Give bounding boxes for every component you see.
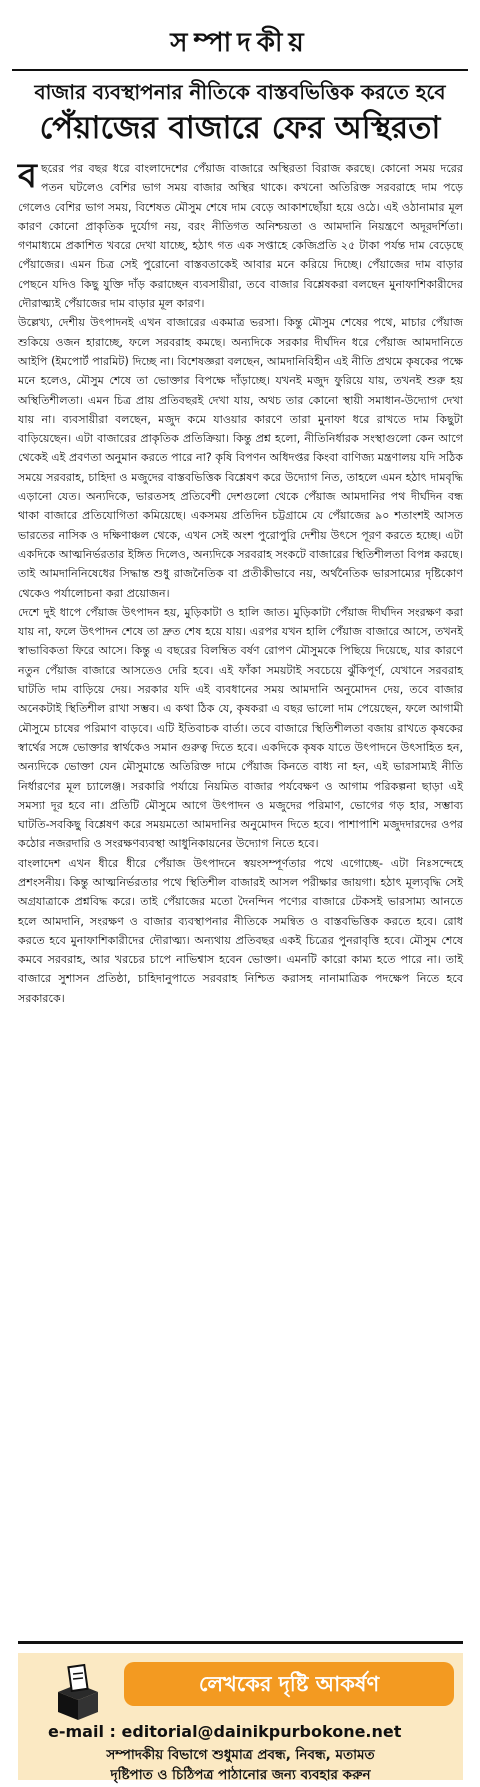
editorial-email[interactable]: e-mail : editorial@dainikpurbokone.net <box>48 1722 402 1741</box>
bottom-divider <box>18 1641 463 1644</box>
drop-cap: ব <box>18 156 37 196</box>
paragraph-3: দেশে দুই ধাপে পেঁয়াজ উৎপাদন হয়, মুড়িকাটা ও হালি জাত। মুড়িকাটা পেঁয়াজ দীর্ঘদিন সংরক্ষণ করা যায় না, ফলে উৎপাদন শেষে তা দ্রুত শেষ হয়ে যায়। এরপর যখন হালি পেঁয়াজ বাজারে আসে, তখনই স্বাভাবিকতা ফিরে আসে। কিন্তু এ বছরের বিলম্বিত বর্ষণ রোপণ মৌসুমকে পিছিয়ে দিয়েছে, যার কারণে নতুন পেঁয়াজ বাজারে আসতেও দেরি হবে। এই ফাঁকা সময়টাই সবচেয়ে ঝুঁকিপূর্ণ, যেখানে সরবরাহ ঘাটতি দাম বাড়িয়ে দেয়। সরকার যদি এই ব্যবধানের সময় আমদানি অনুমোদন দেয়, তবে বাজার অনেকটাই স্থিতিশীল রাখা সম্ভব। এ কথা ঠিক যে, কৃষকরা এ বছর ভালো দাম পেয়েছেন, ফলে আগামী মৌসুমে চাষের পরিমাণ বাড়বে। এটি ইতিবাচক বার্তা। তবে বাজারে স্থিতিশীলতা বজায় রাখতে কৃষকের স্বার্থের সঙ্গে ভোক্তার স্বার্থকেও সমান গুরুত্ব দিতে হবে। একদিকে কৃষক যাতে উৎপাদনে উৎসাহিত হন, অন্যদিকে ভোক্তা যেন মৌসুমান্তে অতিরিক্ত দামে পেঁয়াজ কিনতে বাধ্য না হন, এই ভারসাম্যই নীতি নির্ধারণের মূল চ্যালেঞ্জ। সরকারি পর্যায়ে নিয়মিত বাজার পর্যবেক্ষণ ও আগাম পরিকল্পনা ছাড়া এই সমস্যা দূর হবে না। প্রতিটি মৌসুমে আগে উৎপাদন ও মজুদের পরিমাণ, ভোগের গড় হার, সম্ভাব্য ঘাটতি-সবকিছু বিশ্লেষণ করে সময়মতো আমদানির অনুমোদন দিতে হবে। পাশাপাশি মজুদদারদের ওপর কঠোর নজরদারি ও সংরক্ষণব্যবস্থা আধুনিকায়নের উদ্যোগ নিতে হবে। <box>18 605 463 851</box>
headline: পেঁয়াজের বাজারে ফের অস্থিরতা <box>39 110 441 146</box>
subheadline: বাজার ব্যবস্থাপনার নীতিকে বাস্তবভিত্তিক করতে হবে <box>34 80 446 104</box>
ballot-box-icon <box>48 1662 108 1722</box>
paragraph-2: উল্লেখ্য, দেশীয় উৎপাদনই এখন বাজারের একমাত্র ভরসা। কিন্তু মৌসুম শেষের পথে, মাচার পেঁয়াজ শুকিয়ে ওজন হারাচ্ছে, ফলে সরবরাহ কমছে। অন্যদিকে সরকার দীর্ঘদিন ধরে পেঁয়াজ আমদানিতে আইপি (ইমপোর্ট পারমিট) দিচ্ছে না। বিশেষজ্ঞরা বলছেন, আমদানিবিহীন এই নীতি প্রথমে কৃষকের পক্ষে মনে হলেও, মৌসুম শেষে তা ভোক্তার বিপক্ষে দাঁড়াচ্ছে। যখনই মজুদ ফুরিয়ে যায়, তখনই শুরু হয় অস্থিতিশীলতা। এমন চিত্র প্রায় প্রতিবছরই দেখা যায়, অথচ তার কোনো স্থায়ী সমাধান-উদ্যোগ দেখা যায় না। ব্যবসায়ীরা বলছেন, মজুদ কমে যাওয়ার কারণে তারা মুনাফা ধরে রাখতে দাম কিছুটা বাড়িয়েছেন। এটা বাজারের প্রাকৃতিক প্রতিক্রিয়া। কিন্তু প্রশ্ন হলো, নীতিনির্ধারক সংস্থাগুলো কেন আগে থেকেই এই প্রবণতা অনুমান করতে পারে না? কৃষি বিপণন অধিদপ্তর কিংবা বাণিজ্য মন্ত্রণালয় যদি সঠিক সময়ে সরবরাহ, চাহিদা ও মজুদের বাস্তবভিত্তিক বিশ্লেষণ করে উদ্যোগ নিত, তাহলে এমন হঠাৎ দামবৃদ্ধি এড়ানো যেত। অন্যদিকে, ভারতসহ প্রতিবেশী দেশগুলো থেকে পেঁয়াজ আমদানির পথ দীর্ঘদিন বন্ধ থাকা বাজারে প্রতিযোগিতা কমিয়েছে। একসময় প্রতিদিন চট্টগ্রামে যে পেঁয়াজের ৯০ শতাংশই আসত ভারতের নাসিক ও দক্ষিণাঞ্চল থেকে, এখন সেই অংশ পুরোপুরি দেশীয় উৎসে পূরণ করতে হচ্ছে। এটা একদিকে আত্মনির্ভরতার ইঙ্গিত দিলেও, অন্যদিকে সরবরাহ সংকটে বাজারের স্থিতিশীলতা বিপন্ন করছে। তাই আমদানিনিষেধের সিদ্ধান্ত শুধু রাজনৈতিক বা প্রতীকীভাবে নয়, অর্থনৈতিক ভারসাম্যের দৃষ্টিকোণ থেকেও পর্যালোচনা করা প্রয়োজন। <box>18 316 463 600</box>
article-body <box>18 156 463 1008</box>
paragraph-4: বাংলাদেশ এখন ধীরে ধীরে পেঁয়াজ উৎপাদনে স্বয়ংসম্পূর্ণতার পথে এগোচ্ছে- এটা নিঃসন্দেহে প্রশংসনীয়। কিন্তু আত্মনির্ভরতার পথে স্থিতিশীল বাজারই আসল পরীক্ষার জায়গা। হঠাৎ মূল্যবৃদ্ধি সেই অগ্রযাত্রাকে প্রশ্নবিদ্ধ করে। তাই পেঁয়াজের মতো দৈনন্দিন পণ্যের বাজারে টেকসই ভারসাম্য আনতে হলে আমদানি, সংরক্ষণ ও বাজার ব্যবস্থাপনার নীতিকে সমন্বিত ও বাস্তবভিত্তিক করতে হবে। রোধ করতে হবে মুনাফাশিকারীদের দৌরাত্ম্য। অন্যথায় প্রতিবছর একই চিত্রের পুনরাবৃত্তি হবে। মৌসুম শেষে কমবে সরবরাহ, আর খরচের চাপে নাভিশ্বাস হবেন ভোক্তা। এমনটি কারো কাম্য হতে পারে না। তাই বাজারে সুশাসন প্রতিষ্ঠা, চাহিদানুপাতে সরবরাহ নিশ্চিত করাসহ নানামাত্রিক পদক্ষেপ নিতে হবে সরকারকে। <box>18 856 463 1005</box>
author-attention-banner: লেখকের দৃষ্টি আকর্ষণ <box>124 1662 454 1706</box>
submission-note-line-2: দৃষ্টিপাত ও চিঠিপত্র পাঠানোর জন্য ব্যবহার করুন <box>110 1767 371 1783</box>
submission-note-line-1: সম্পাদকীয় বিভাগে শুধুমাত্র প্রবন্ধ, নিবন্ধ, মতামত <box>106 1747 375 1763</box>
paragraph-1 <box>18 156 463 313</box>
section-header: সম্পাদকীয় <box>170 28 310 58</box>
paragraph-1-text: ছরের পর বছর ধরে বাংলাদেশের পেঁয়াজ বাজারে অস্থিরতা বিরাজ করছে। কোনো সময় দরের পতন ঘটলেও বেশির ভাগ সময় বাজার অস্থির থাকে। কখনো অতিরিক্ত সরবরাহে দাম পড়ে গেলেও বেশির ভাগ সময়, বিশেষত মৌসুম শেষে দাম বেড়ে আকাশছোঁয়া হয়ে ওঠে। এই ওঠানামার মূল কারণ কোনো প্রাকৃতিক দুর্যোগ নয়, বরং নীতিগত অনিশ্চয়তা ও আমদানি নিয়ন্ত্রণে অদূরদর্শিতা। গণমাধ্যমে প্রকাশিত খবরে দেখা যাচ্ছে, হঠাৎ গত এক সপ্তাহে কেজিপ্রতি ২৫ টাকা পর্যন্ত দাম বেড়েছে পেঁয়াজের। এমন চিত্র সেই পুরোনো বাস্তবতাকেই আবার মনে করিয়ে দিচ্ছে। পেঁয়াজের দাম বাড়ার পেছনে যদিও কিছু যুক্তি দাঁড় করাচ্ছেন ব্যবসায়ীরা, তবে বাজার বিশ্লেষকরা বলছেন মুনাফাশিকারীদের দৌরাত্ম্যই পেঁয়াজের দাম বাড়ার মূল কারণ। <box>18 162 463 311</box>
top-divider <box>12 69 468 71</box>
